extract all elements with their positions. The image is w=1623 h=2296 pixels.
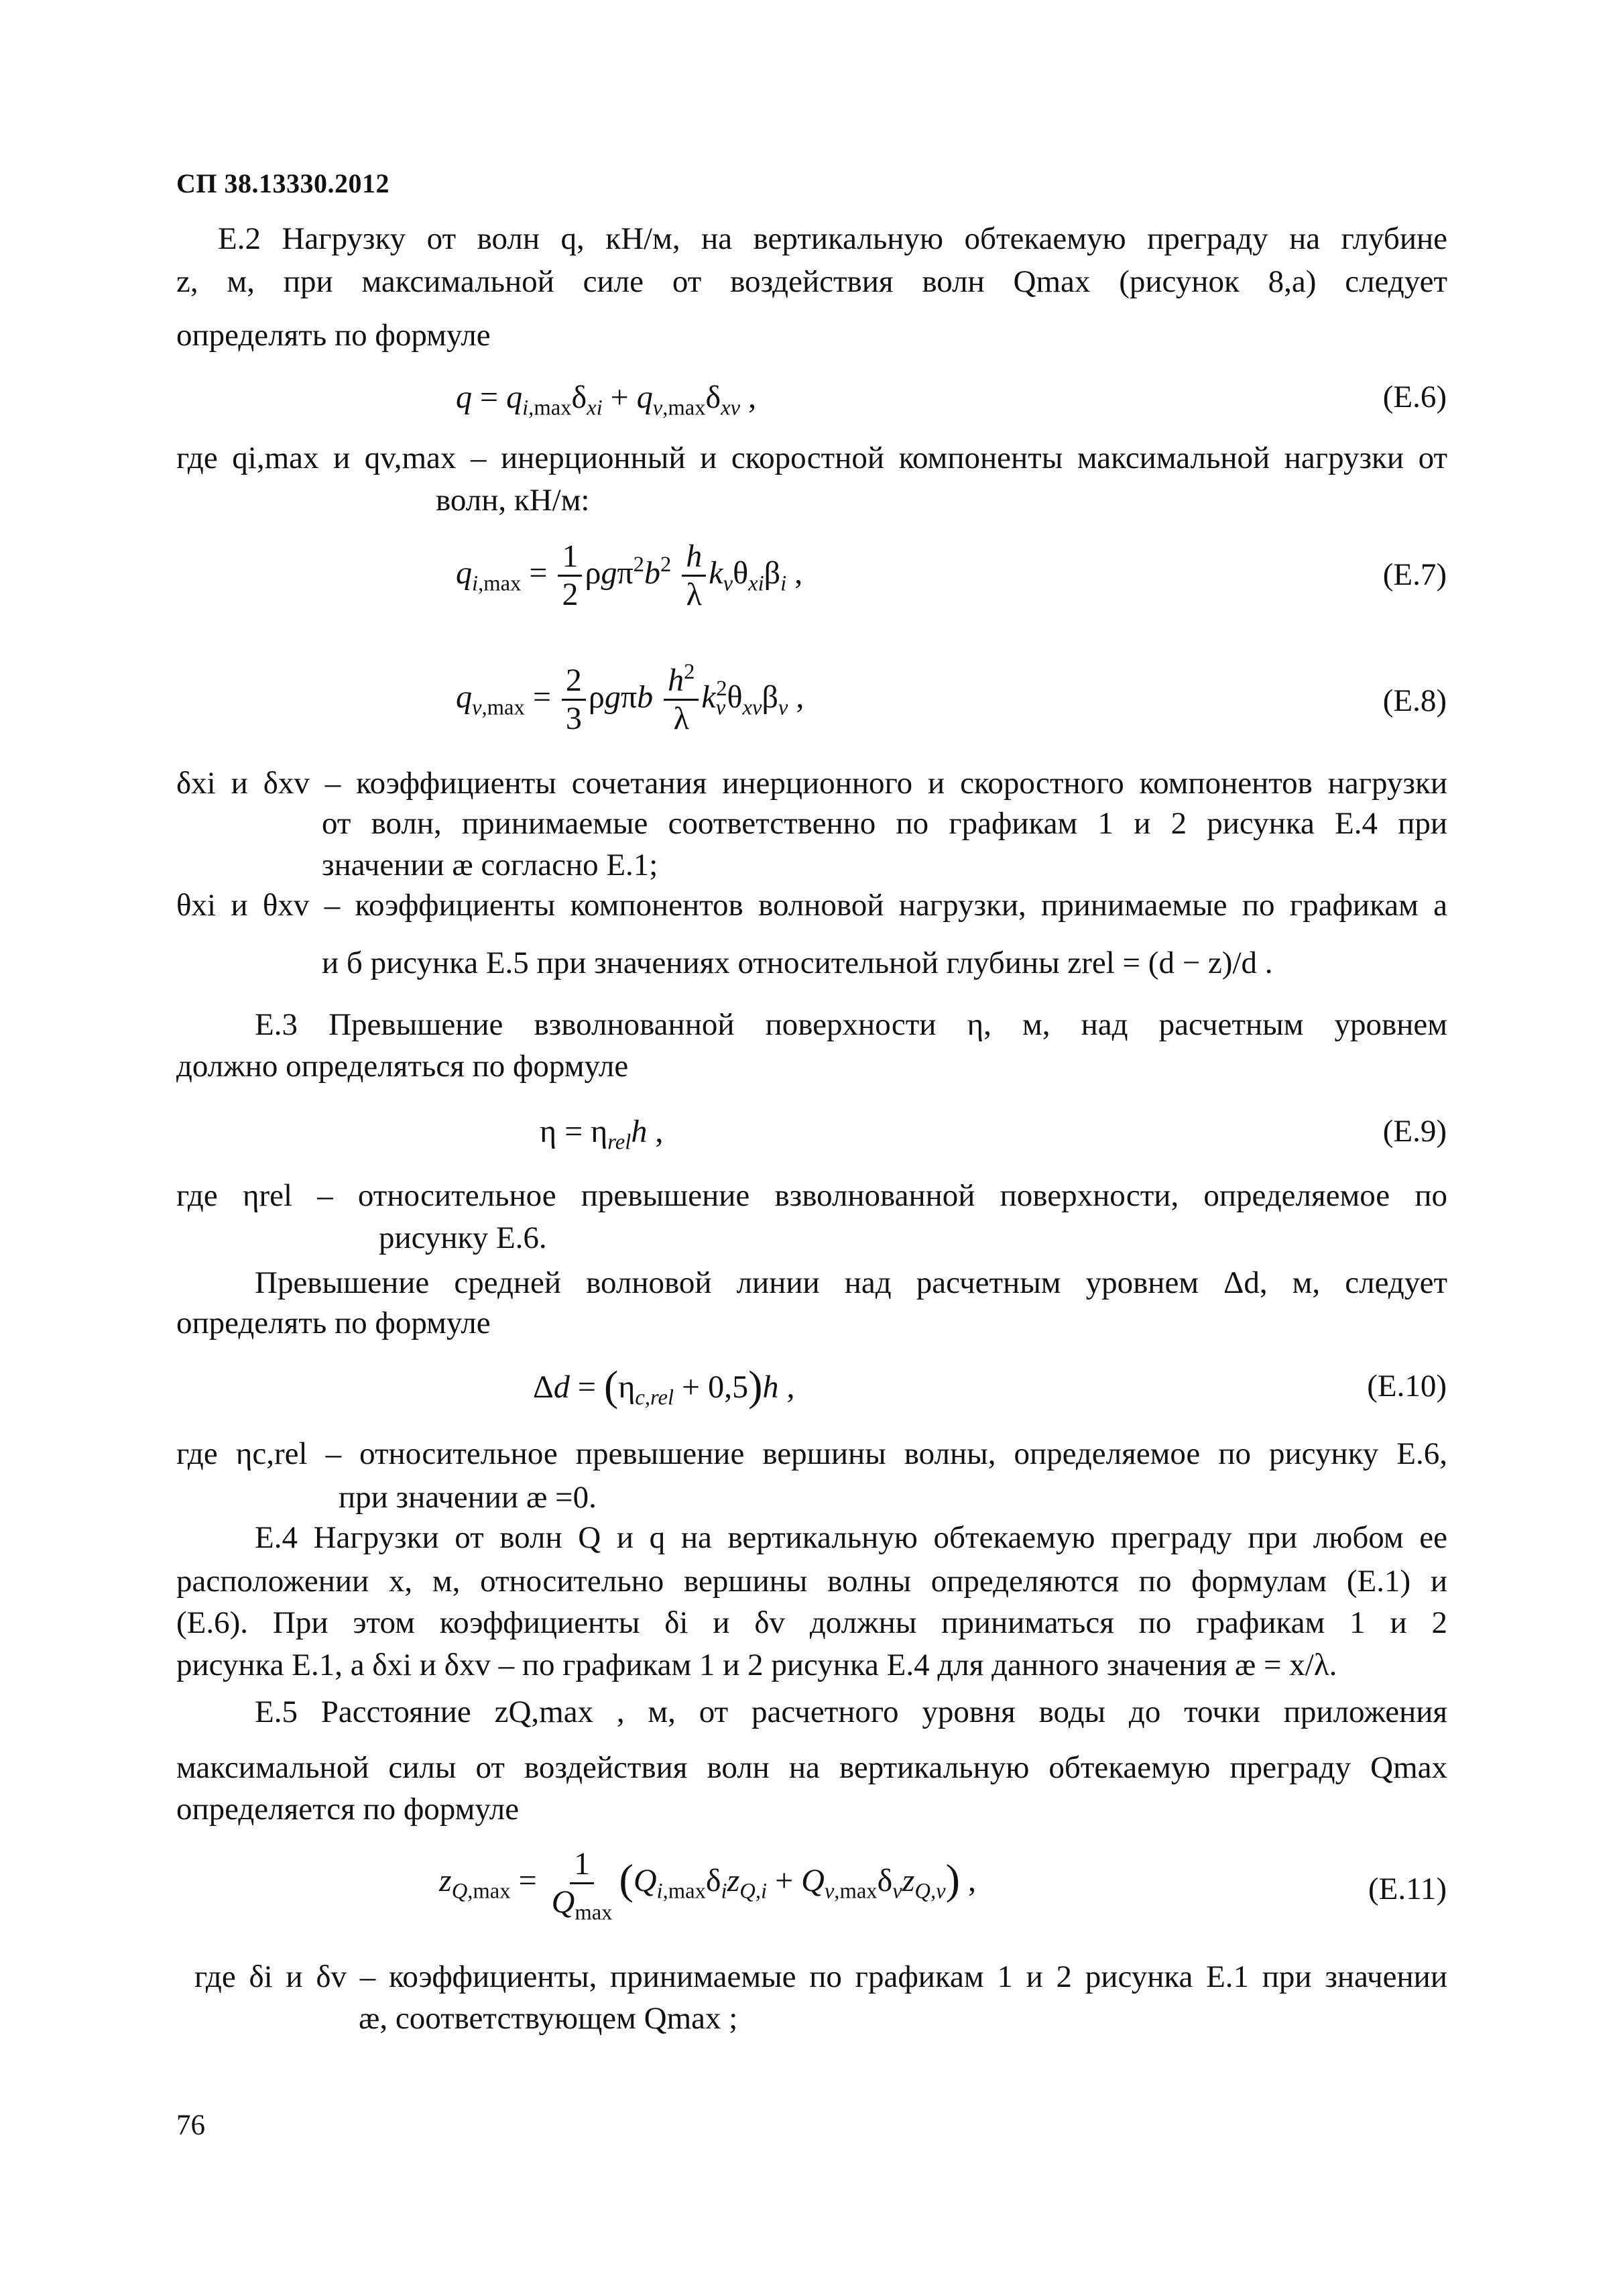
equation-number-e8: (Е.8) [1382,683,1447,718]
formula-e7: $q_{i,max}$ = $\frac{1}{2}$ $\rho g\pi^2b^2$ $\frac{h}{\lambda}$ $k_v\theta_{xi}\beta_i$ , [456,538,803,613]
paragraph-e2-line2: z, м, при максимальной силе от воздействия волн Qmax (рисунок 8,a) следует [176,264,1447,299]
paragraph-e4-line2: расположении x, м, относительно вершины волны определяются по формулам (Е.1) и [176,1564,1447,1599]
where-e11-line2: æ, соответствующем Qmax ; [359,2001,738,2036]
delta-definition-line2: от волн, принимаемые соответственно по графикам 1 и 2 рисунка Е.4 при [322,806,1447,841]
paragraph-e2-line1: Е.2 Нагрузку от волн q, кН/м, на вертикальную обтекаемую преграду на глубине [218,221,1447,256]
formula-e9: $\eta = \eta_{rel}h$ , [540,1114,664,1155]
document-header: СП 38.13330.2012 [176,168,389,198]
where-e6-line2: волн, кН/м: [436,483,590,518]
paragraph-e2-line3: определять по формуле [176,318,491,353]
where-e9-line1: где ηrel – относительное превышение взволнованной поверхности, определяемое по [176,1178,1447,1213]
paragraph-e5-line3: определяется по формуле [176,1792,520,1827]
paragraph-e5-line1: Е.5 Расстояние zQ,max , м, от расчетного уровня воды до точки приложения [255,1695,1447,1729]
formula-e8: $q_{v,max}$ = $\frac{2}{3}$ ρgπb $\frac{h^2}{\lambda}$ $k_v^2\theta_{xv}\beta_v$ , [456,660,804,737]
where-e10-line1: где ηc,rel – относительное превышение вершины волны, определяемое по рисунку Е.6, [176,1436,1447,1471]
delta-definition-line3: значении æ согласно Е.1; [322,848,658,882]
equation-number-e7: (Е.7) [1382,557,1447,592]
where-e10-line2: при значении æ =0. [339,1480,597,1515]
paragraph-mean-line2: определять по формуле [176,1306,491,1340]
where-e11-line1: где δi и δv – коэффициенты, принимаемые по графикам 1 и 2 рисунка Е.1 при значении [194,1959,1447,1994]
equation-number-e10: (Е.10) [1367,1369,1447,1403]
theta-definition-line2: и б рисунка Е.5 при значениях относительной глубины zrel = (d − z)/d . [322,945,1273,980]
paragraph-e4-line3: (Е.6). При этом коэффициенты δi и δv должны приниматься по графикам 1 и 2 [176,1605,1447,1640]
paragraph-e3-line2: должно определяться по формуле [176,1049,629,1084]
page-number: 76 [176,2110,205,2141]
paragraph-e3-line1: Е.3 Превышение взволнованной поверхности η, м, над расчетным уровнем [255,1007,1447,1042]
formula-e10: $\Delta d = (\eta_{c,rel} + 0,5)h$ , [533,1362,795,1410]
paragraph-e4-line4: рисунка Е.1, а δxi и δxv – по графикам 1 и 2 рисунка Е.4 для данного значения æ = x/λ. [176,1648,1337,1682]
formula-e6: $q = q_{i,max}\delta_{xi} + q_{v,max}\delta_{xv}$ , [456,380,757,420]
paragraph-e4-line1: Е.4 Нагрузки от волн Q и q на вертикальную обтекаемую преграду при любом ее [255,1520,1447,1555]
delta-definition-line1: δxi и δxv – коэффициенты сочетания инерционного и скоростного компонентов нагрузки [176,766,1447,801]
theta-definition-line1: θxi и θxv – коэффициенты компонентов волновой нагрузки, принимаемые по графикам а [176,888,1447,923]
formula-e11: $z_{Q,max}$ = $\frac{1}{Q_{max}}$ $(Q_{i,max}\delta_iz_{Q,i} + Q_{v,max}\delta_vz_{Q,v})$ , [439,1846,976,1925]
where-e9-line2: рисунку Е.6. [379,1220,547,1255]
equation-number-e11: (Е.11) [1368,1872,1447,1906]
paragraph-e5-line2: максимальной силы от воздействия волн на вертикальную обтекаемую преграду Qmax [176,1750,1447,1785]
paragraph-mean-line1: Превышение средней волновой линии над расчетным уровнем Δd, м, следует [255,1265,1447,1300]
where-e6-line1: где qi,max и qv,max – инерционный и скоростной компоненты максимальной нагрузки от [176,441,1447,475]
equation-number-e9: (Е.9) [1382,1114,1447,1149]
equation-number-e6: (Е.6) [1382,380,1447,414]
